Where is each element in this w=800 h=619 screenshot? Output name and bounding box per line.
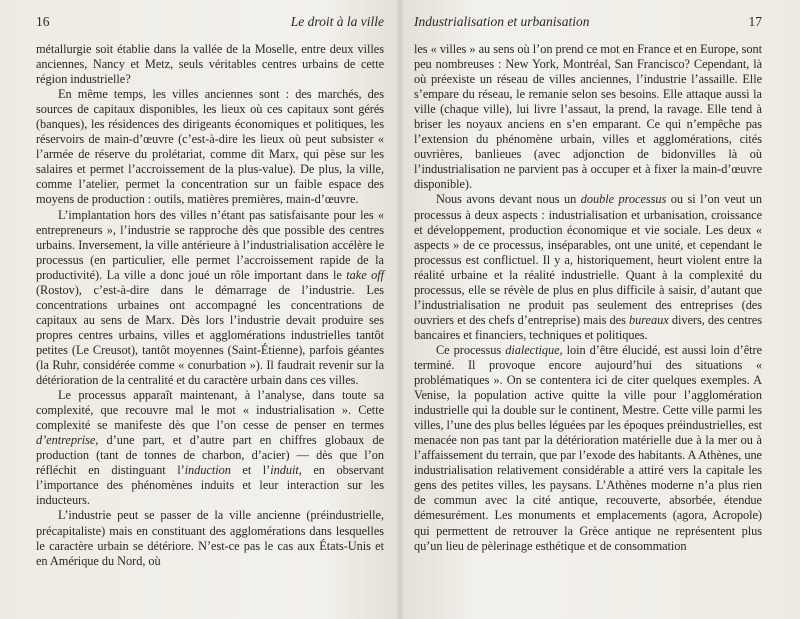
- right-page: [400, 0, 800, 619]
- paragraph-text: , loin d’être élucidé, est aussi loin d’être terminé. Il provoque encore aujourd’hui des situations « problématiques ». On se contentera ici de citer quelques exemples. A Venise, la population active quitte la ville pour l’agglomération industrielle qui la double sur le continent, Mestre. Cette ville parmi les villes, l’une des plus belles léguées par les époques préindustrielles, est menacée non pas tant par la détérioration matérielle due à la mer ou à l’affaissement du terrain, que par l’exode des habitants. A Athènes, une industrialisation relativement considérable a attiré vers la capitale les gens des petites villes, les paysans. L’Athènes moderne n’a plus rien de commun avec la cité antique, recouverte, absorbée, étendue démesurément. Les monuments et emplacements (agora, Acropole) qui permettent de retrouver la Grèce antique ne représentent plus qu’un lieu de pèlerinage esthétique et de consommation: [414, 342, 763, 553]
- running-title: Le droit à la ville: [290, 14, 384, 29]
- emphasis-text: double processus: [580, 192, 667, 207]
- emphasis-text: take off: [346, 267, 384, 282]
- paragraph: [414, 42, 762, 192]
- paragraph-text: divers, des centres bancaires et financiers, techniques et politiques.: [414, 312, 762, 342]
- paragraph: [36, 208, 384, 389]
- emphasis-text: induit: [270, 463, 299, 478]
- running-title: Industrialisation et urbanisation: [414, 14, 590, 29]
- emphasis-text: dialectique: [505, 342, 560, 357]
- right-body-text: [414, 42, 762, 554]
- paragraph: [36, 508, 384, 568]
- paragraph-text: Nous avons devant nous un: [436, 192, 581, 207]
- left-running-head: [36, 14, 384, 36]
- emphasis-text: bureaux: [629, 312, 669, 327]
- paragraph: [36, 42, 384, 87]
- page-number: 16: [36, 14, 50, 29]
- paragraph-text: Ce processus: [436, 342, 506, 357]
- page-number: 17: [748, 14, 762, 29]
- paragraph: [414, 192, 762, 342]
- paragraph-text: et l’: [230, 463, 271, 478]
- emphasis-text: d’entreprise: [36, 433, 96, 448]
- emphasis-text: induction: [184, 463, 231, 478]
- paragraph-text: métallurgie soit établie dans la vallée de la Moselle, entre deux villes anciennes, Nancy et Metz, seuls véritables centres urbains de cette région industrielle?: [36, 42, 384, 87]
- paragraph-text: les « villes » au sens où l’on prend ce mot en France et en Europe, sont peu nombreuses : New York, Montréal, San Francisco? Cependant, là où préexiste un réseau de villes anciennes, l’industrie l’assaille. Elle s’empare du réseau, le remanie selon ses besoins. Elle attaque aussi la ville (chaque ville), lui livre l’assaut, la prend, la ravage. Elle tend à briser les noyaux anciens en s’en emparant. Ce qui n’empêche pas l’extension du phénomène urbain, villes et agglomérations, cités ouvrières, banlieues (avec adjonction de bidonvilles là où l’industrialisation ne parvient pas à occuper et à fixer la main-d’œuvre disponible).: [414, 42, 762, 192]
- paragraph: [36, 388, 384, 508]
- paragraph: [414, 343, 762, 554]
- paragraph-text: (Rostov), c’est-à-dire dans le démarrage de l’industrie. Les concentrations urbaines ont accompagné les concentrations de capitaux au sens de Marx. Dès lors l’industrie devait produire ses propres centres urbains, villes et agglomérations industrielles tantôt petites (Le Creusot), tantôt moyennes (Saint-Étienne), parfois géantes (la Ruhr, considérée comme « conurbation »). Il faudrait revenir sur la détérioration de la centralité et du caractère urbain dans ces villes.: [36, 282, 384, 388]
- paragraph-text: L’industrie peut se passer de la ville ancienne (préindustrielle, précapitaliste) mais en constituant des agglomérations dans lesquelles le caractère urbain se détériore. N’est-ce pas le cas aux États-Unis et en Amérique du Nord, où: [36, 508, 384, 568]
- paragraph-text: L’implantation hors des villes n’étant pas satisfaisante pour les « entrepreneurs », l’industrie se rapproche dès que possible des centres urbains. Inversement, la ville antérieure à l’industrialisation accélère le processus (en particulier, elle permet l’accroissement rapide de la productivité). La ville a donc joué un rôle important dans le: [36, 207, 384, 282]
- paragraph-text: En même temps, les villes anciennes sont : des marchés, des sources de capitaux disponibles, les lieux où ces capitaux sont gérés (banques), les résidences des dirigeants économiques et politiques, les réservoirs de main-d’œuvre (c’est-à-dire les lieux où peut subsister « l’armée de réserve du prolétariat, comme dit Marx, qui pèse sur les salaires et permet l’accroissement de la plus-value). De plus, la ville, comme l’atelier, permet la concentration sur un faible espace des moyens de production : outils, matières premières, main-d’œuvre.: [36, 87, 384, 207]
- right-running-head: [414, 14, 762, 36]
- paragraph: [36, 87, 384, 207]
- left-body-text: [36, 42, 384, 569]
- paragraph-text: ou si l’on veut un processus à deux aspects : industrialisation et urbanisation, croissance et développement, production économique et vie sociale. Les deux « aspects » de ce processus, inséparables, ont une unité, et cependant le processus est conflictuel. Il y a, historiquement, heurt violent entre la réalité urbaine et la réalité industrielle. Quant à la complexité du processus, elle se révèle de plus en plus difficile à saisir, d’autant que l’industrialisation ne produit pas seulement des entreprises (des ouvriers et des chefs d’entreprise) mais des: [414, 192, 762, 327]
- paragraph-text: , d’une part, et d’autre part en chiffres globaux de production (tant de tonnes de charbon, d’acier) — dès que l’on réfléchit en distinguant l’: [36, 433, 384, 478]
- paragraph-text: , en observant l’importance des phénomènes induits et leur interaction sur les inducteurs.: [36, 463, 385, 508]
- paragraph-text: Le processus apparaît maintenant, à l’analyse, dans toute sa complexité, que recouvre mal le mot « industrialisation ». Cette complexité se manifeste dès que l’on cesse de penser en termes: [36, 388, 384, 433]
